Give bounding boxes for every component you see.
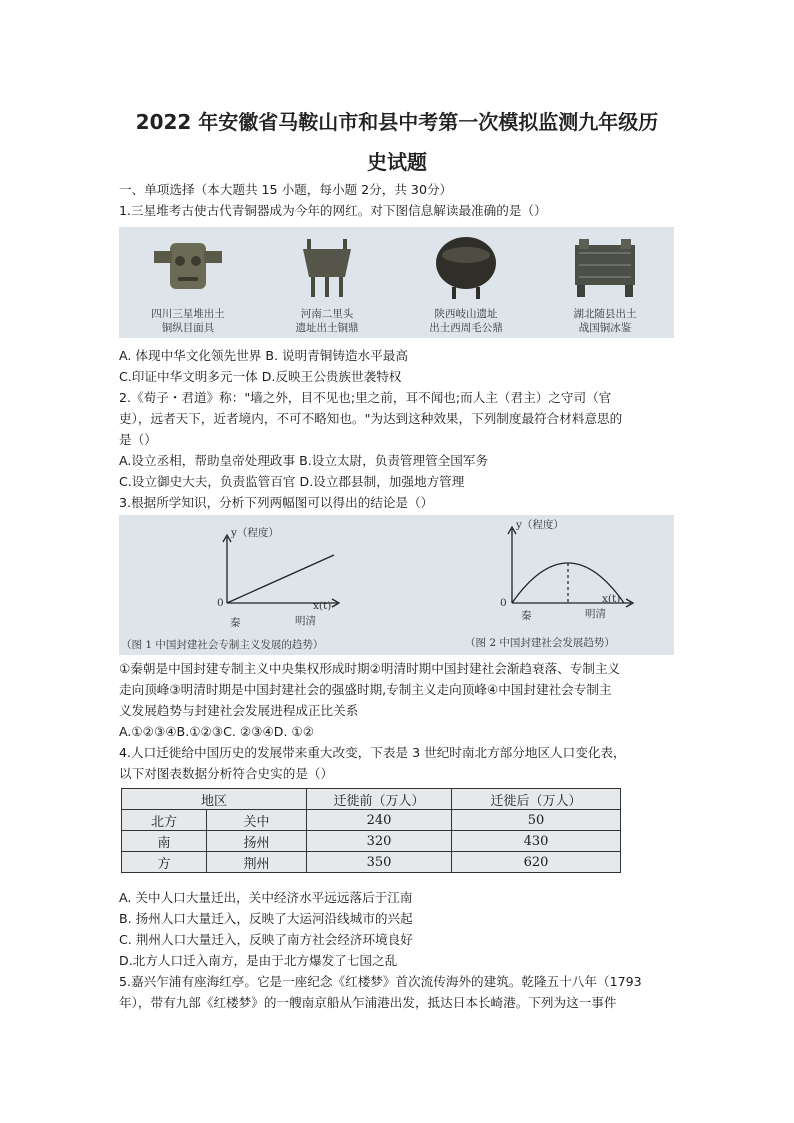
after-cell: 50 xyxy=(452,810,621,831)
before-cell: 350 xyxy=(307,852,452,873)
header-before: 迁徙前（万人） xyxy=(307,789,452,810)
bronze-ding-pot-icon xyxy=(426,233,506,303)
q2-stem-line2: 吏），远者天下，近者境内，不可不略知也。"为达到这种效果，下列制度最符合材料意思的 xyxy=(119,411,623,426)
graph2-tick-qin: 秦 xyxy=(521,610,532,622)
graph1-axes xyxy=(223,535,339,607)
header-region: 地区 xyxy=(122,789,307,810)
q2-stem-line3: 是（） xyxy=(119,432,157,447)
table-row xyxy=(122,810,621,831)
table-row xyxy=(122,831,621,852)
q2-options-cd: C.设立御史大夫，负责监管百官 D.设立郡县制，加强地方管理 xyxy=(119,474,465,489)
region-south-1: 南 xyxy=(122,831,207,852)
q5-stem-line1: 5.嘉兴乍浦有座海红亭。它是一座纪念《红楼梦》首次流传海外的建筑。乾隆五十八年（1793 xyxy=(119,974,642,989)
artifact-caption: 四川三星堆出土 铜纵目面具 xyxy=(151,308,225,334)
q5-stem-line2: 年），带有九部《红楼梦》的一艘南京船从乍浦港出发，抵达日本长崎港。下列为这一事件 xyxy=(119,995,617,1010)
ice-jian-icon xyxy=(565,233,645,303)
q2-stem-line1: 2.《荀子・君道》称："墙之外，目不见也;里之前，耳不闻也;而人主（君主）之守司（官 xyxy=(119,390,612,405)
table-header-row xyxy=(122,789,621,810)
artifact-caption: 陕西岐山遗址 出土西周毛公鼎 xyxy=(429,308,503,334)
q1-stem: 1.三星堆考古使古代青铜器成为今年的网红。对下图信息解读最准确的是（） xyxy=(119,203,547,218)
bronze-mask-icon xyxy=(148,233,228,303)
q4-stem-line1: 4.人口迁徙给中国历史的发展带来重大改变，下表是 3 世纪时南北方部分地区人口变化表， xyxy=(119,745,626,760)
q1-options-ab: A. 体现中华文化领先世界 B. 说明青铜铸造水平最高 xyxy=(119,348,408,363)
artifact-card xyxy=(397,227,535,337)
artifact-caption: 湖北随县出土 战国铜冰鉴 xyxy=(573,308,637,334)
before-cell: 240 xyxy=(307,810,452,831)
artifact-card xyxy=(258,227,396,337)
place-cell: 关中 xyxy=(207,810,307,831)
q3-stem: 3.根据所学知识，分析下列两幅图可以得出的结论是（） xyxy=(119,495,434,510)
artifact-caption: 河南二里头 遗址出土铜鼎 xyxy=(295,308,359,334)
q3-text-line3: 义发展趋势与封建社会发展进程成正比关系 xyxy=(119,703,359,718)
after-cell: 430 xyxy=(452,831,621,852)
q4-option-b: B. 扬州人口大量迁入，反映了大运河沿线城市的兴起 xyxy=(119,911,413,926)
graph2-xlabel: x(t) xyxy=(602,593,621,605)
graph2-tick-mingqing: 明清 xyxy=(585,608,606,620)
region-north: 北方 xyxy=(122,810,207,831)
exam-title-line2: 史试题 xyxy=(367,150,427,174)
q3-text-line1: ①秦朝是中国封建专制主义中央集权形成时期②明清时期中国封建社会渐趋衰落、专制主义 xyxy=(119,661,621,676)
graph1-xlabel: x(t) xyxy=(313,600,332,612)
exam-title-line1: 2022 年安徽省马鞍山市和县中考第一次模拟监测九年级历 xyxy=(135,110,659,134)
graph1-origin: 0 xyxy=(217,597,224,609)
q1-artifact-panel xyxy=(119,227,674,338)
q4-option-c: C. 荆州人口大量迁入，反映了南方社会经济环境良好 xyxy=(119,932,413,947)
q3-options: A.①②③④B.①②③C. ②③④D. ①② xyxy=(119,724,315,739)
after-cell: 620 xyxy=(452,852,621,873)
artifact-card xyxy=(119,227,257,337)
graph2-ylabel: y（程度） xyxy=(516,519,564,531)
place-cell: 扬州 xyxy=(207,831,307,852)
place-cell: 荆州 xyxy=(207,852,307,873)
population-table xyxy=(121,788,621,873)
q3-graph-panel xyxy=(119,515,674,655)
graph1-caption: （图 1 中国封建社会专制主义发展的趋势） xyxy=(121,639,324,651)
graph1-tick-qin: 秦 xyxy=(230,617,241,629)
table-row xyxy=(122,852,621,873)
q2-options-ab: A.设立丞相，帮助皇帝处理政事 B.设立太尉，负责管理管全国军务 xyxy=(119,453,489,468)
graph1-trend-line xyxy=(227,555,334,603)
section-heading: 一、单项选择（本大题共 15 小题，每小题 2分，共 30分） xyxy=(119,182,453,197)
q4-stem-line2: 以下对图表数据分析符合史实的是（） xyxy=(119,766,334,781)
header-after: 迁徙后（万人） xyxy=(452,789,621,810)
graph1-tick-mingqing: 明清 xyxy=(295,615,316,627)
bronze-ding-icon xyxy=(287,233,367,303)
q4-option-d: D.北方人口迁入南方，是由于北方爆发了七国之乱 xyxy=(119,953,398,968)
q3-graphs-svg xyxy=(119,515,674,655)
region-south-2: 方 xyxy=(122,852,207,873)
q4-option-a: A. 关中人口大量迁出，关中经济水平远远落后于江南 xyxy=(119,890,413,905)
artifact-card xyxy=(536,227,674,337)
before-cell: 320 xyxy=(307,831,452,852)
graph1-ylabel: y（程度） xyxy=(231,527,279,539)
q3-text-line2: 走向顶峰③明清时期是中国封建社会的强盛时期,专制主义走向顶峰④中国封建社会专制主 xyxy=(119,682,612,697)
graph2-origin: 0 xyxy=(500,597,507,609)
q1-options-cd: C.印证中华文明多元一体 D.反映王公贵族世袭特权 xyxy=(119,369,402,384)
graph2-caption: （图 2 中国封建社会发展趋势） xyxy=(465,637,615,649)
